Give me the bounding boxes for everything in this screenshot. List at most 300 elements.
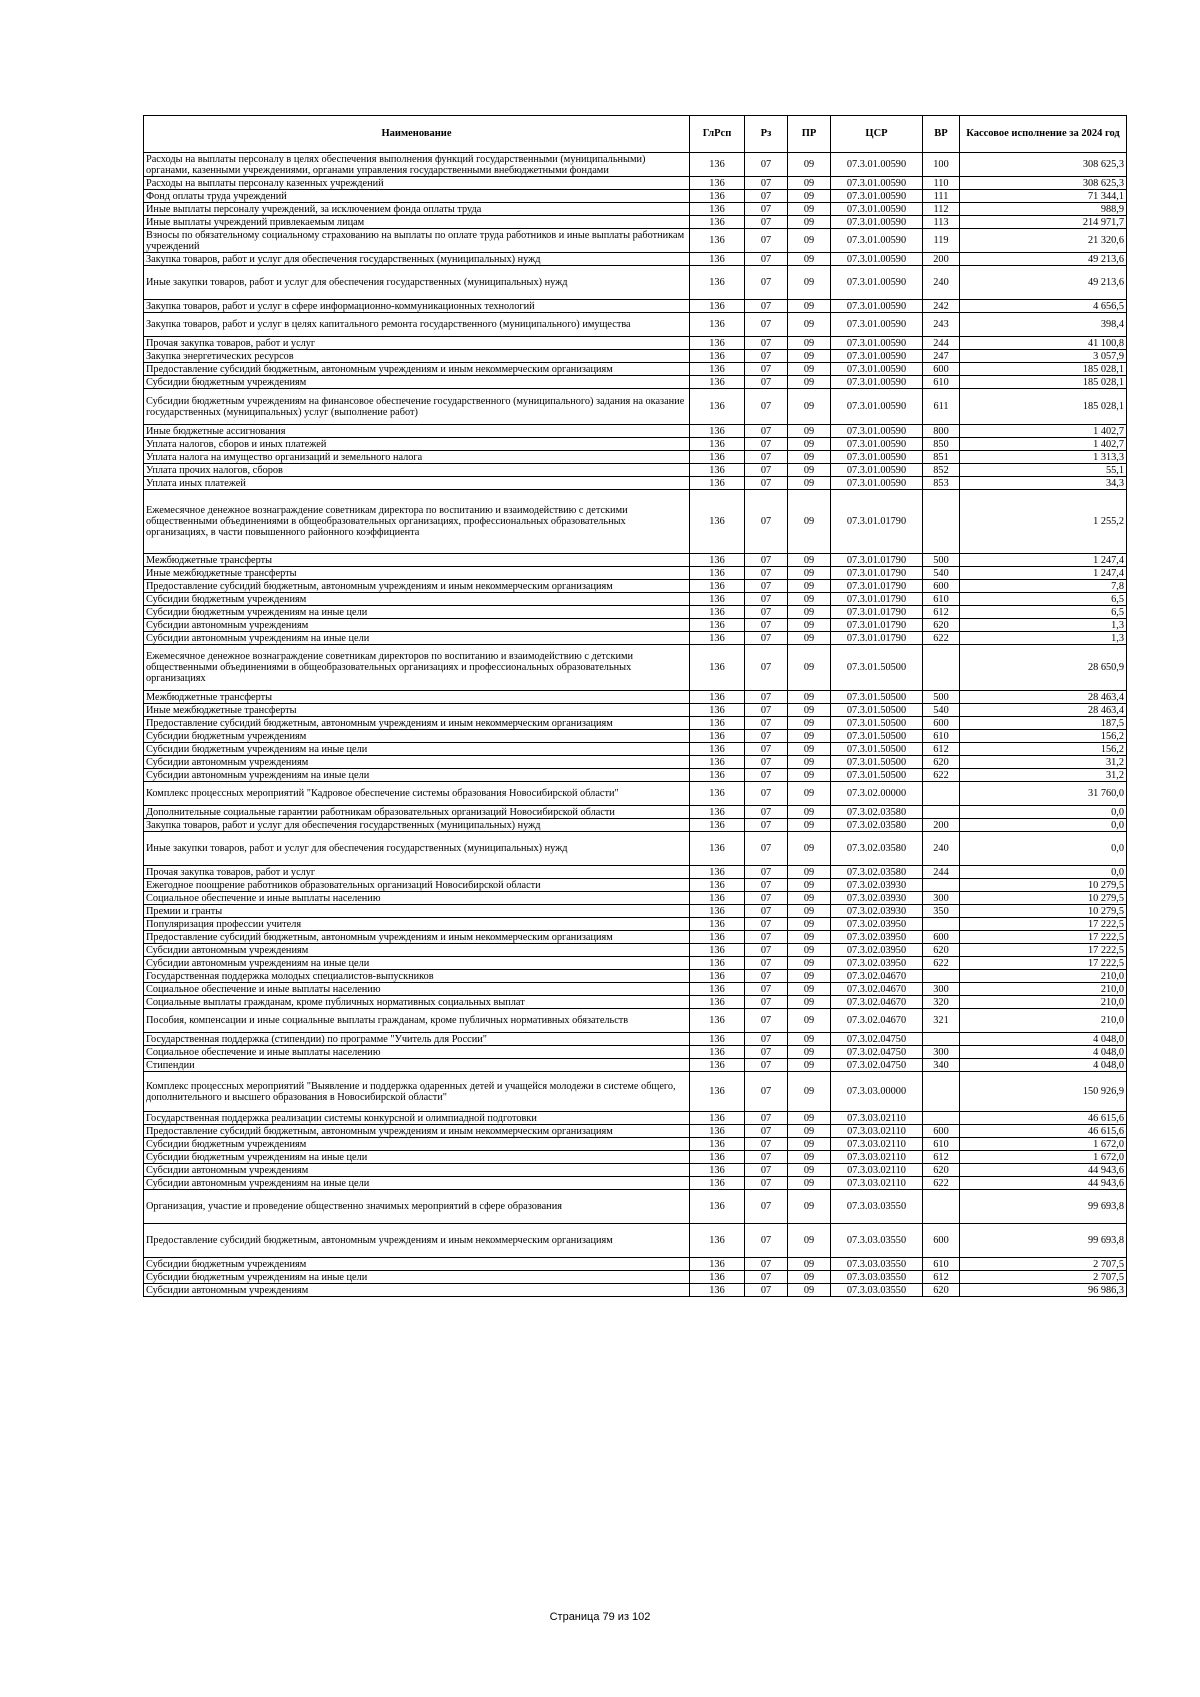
cell-rz: 07 — [745, 337, 788, 350]
table-row — [144, 1009, 1127, 1033]
table-row — [144, 769, 1127, 782]
cell-csr: 07.3.01.01790 — [831, 593, 923, 606]
cell-pr: 09 — [788, 190, 831, 203]
table-row — [144, 879, 1127, 892]
cell-name: Субсидии автономным учреждениям на иные цели — [144, 1177, 690, 1190]
table-row — [144, 1125, 1127, 1138]
cell-pr: 09 — [788, 996, 831, 1009]
cell-pr: 09 — [788, 619, 831, 632]
table-row — [144, 983, 1127, 996]
table-row — [144, 389, 1127, 425]
cell-pr: 09 — [788, 782, 831, 806]
cell-sum: 46 615,6 — [960, 1112, 1127, 1125]
cell-vr: 200 — [923, 253, 960, 266]
cell-vr: 240 — [923, 832, 960, 866]
cell-name: Дополнительные социальные гарантии работникам образовательных организаций Новосибирской области — [144, 806, 690, 819]
cell-vr: 300 — [923, 892, 960, 905]
cell-rz: 07 — [745, 743, 788, 756]
cell-pr: 09 — [788, 1059, 831, 1072]
cell-sum: 44 943,6 — [960, 1177, 1127, 1190]
cell-rz: 07 — [745, 866, 788, 879]
cell-sum: 308 625,3 — [960, 177, 1127, 190]
cell-name: Субсидии бюджетным учреждениям — [144, 593, 690, 606]
cell-csr: 07.3.01.00590 — [831, 389, 923, 425]
cell-sum: 4 048,0 — [960, 1033, 1127, 1046]
table-row — [144, 996, 1127, 1009]
table-row — [144, 970, 1127, 983]
cell-vr — [923, 970, 960, 983]
cell-csr: 07.3.01.00590 — [831, 464, 923, 477]
cell-grbs: 136 — [690, 1046, 745, 1059]
cell-vr: 600 — [923, 1125, 960, 1138]
cell-pr: 09 — [788, 490, 831, 554]
table-row — [144, 337, 1127, 350]
cell-sum: 21 320,6 — [960, 229, 1127, 253]
table-row — [144, 892, 1127, 905]
cell-pr: 09 — [788, 832, 831, 866]
cell-rz: 07 — [745, 229, 788, 253]
table-row — [144, 567, 1127, 580]
cell-csr: 07.3.03.02110 — [831, 1112, 923, 1125]
cell-csr: 07.3.02.03580 — [831, 806, 923, 819]
table-row — [144, 944, 1127, 957]
cell-rz: 07 — [745, 892, 788, 905]
cell-pr: 09 — [788, 1112, 831, 1125]
cell-name: Субсидии бюджетным учреждениям — [144, 730, 690, 743]
cell-pr: 09 — [788, 1138, 831, 1151]
cell-rz: 07 — [745, 1151, 788, 1164]
cell-grbs: 136 — [690, 389, 745, 425]
cell-grbs: 136 — [690, 438, 745, 451]
cell-pr: 09 — [788, 704, 831, 717]
cell-grbs: 136 — [690, 1271, 745, 1284]
cell-pr: 09 — [788, 153, 831, 177]
cell-name: Субсидии автономным учреждениям — [144, 756, 690, 769]
cell-sum: 4 048,0 — [960, 1059, 1127, 1072]
table-row — [144, 1072, 1127, 1112]
cell-sum: 17 222,5 — [960, 918, 1127, 931]
cell-rz: 07 — [745, 438, 788, 451]
cell-sum: 17 222,5 — [960, 957, 1127, 970]
cell-grbs: 136 — [690, 806, 745, 819]
table-row — [144, 1112, 1127, 1125]
table-row — [144, 756, 1127, 769]
table-row — [144, 645, 1127, 691]
cell-name: Субсидии бюджетным учреждениям на иные цели — [144, 1271, 690, 1284]
cell-csr: 07.3.01.50500 — [831, 743, 923, 756]
cell-pr: 09 — [788, 970, 831, 983]
cell-pr: 09 — [788, 253, 831, 266]
header-sum: Кассовое исполнение за 2024 год — [960, 116, 1127, 153]
cell-name: Социальное обеспечение и иные выплаты населению — [144, 892, 690, 905]
cell-pr: 09 — [788, 931, 831, 944]
cell-pr: 09 — [788, 632, 831, 645]
cell-sum: 4 048,0 — [960, 1046, 1127, 1059]
table-row — [144, 177, 1127, 190]
table-row — [144, 717, 1127, 730]
cell-rz: 07 — [745, 190, 788, 203]
cell-sum: 1,3 — [960, 619, 1127, 632]
cell-pr: 09 — [788, 769, 831, 782]
cell-rz: 07 — [745, 1112, 788, 1125]
table-row — [144, 1258, 1127, 1271]
cell-rz: 07 — [745, 879, 788, 892]
cell-name: Комплекс процессных мероприятий "Кадровое обеспечение системы образования Новосибирской области" — [144, 782, 690, 806]
cell-name: Социальное обеспечение и иные выплаты населению — [144, 983, 690, 996]
cell-pr: 09 — [788, 554, 831, 567]
cell-csr: 07.3.01.00590 — [831, 337, 923, 350]
cell-rz: 07 — [745, 996, 788, 1009]
cell-vr: 851 — [923, 451, 960, 464]
cell-pr: 09 — [788, 1164, 831, 1177]
table-row — [144, 704, 1127, 717]
table-body — [144, 153, 1127, 1297]
cell-csr: 07.3.02.04750 — [831, 1033, 923, 1046]
cell-rz: 07 — [745, 806, 788, 819]
cell-grbs: 136 — [690, 970, 745, 983]
cell-name: Предоставление субсидий бюджетным, автономным учреждениям и иным некоммерческим организациям — [144, 363, 690, 376]
cell-grbs: 136 — [690, 743, 745, 756]
cell-name: Иные выплаты учреждений привлекаемым лицам — [144, 216, 690, 229]
cell-rz: 07 — [745, 1271, 788, 1284]
cell-name: Иные межбюджетные трансферты — [144, 704, 690, 717]
table-row — [144, 1059, 1127, 1072]
cell-name: Иные бюджетные ассигнования — [144, 425, 690, 438]
cell-csr: 07.3.01.01790 — [831, 606, 923, 619]
cell-csr: 07.3.01.00590 — [831, 190, 923, 203]
cell-csr: 07.3.01.50500 — [831, 769, 923, 782]
cell-pr: 09 — [788, 892, 831, 905]
table-row — [144, 580, 1127, 593]
cell-vr: 800 — [923, 425, 960, 438]
cell-pr: 09 — [788, 1046, 831, 1059]
table-row — [144, 451, 1127, 464]
cell-pr: 09 — [788, 730, 831, 743]
cell-grbs: 136 — [690, 918, 745, 931]
cell-rz: 07 — [745, 1164, 788, 1177]
cell-grbs: 136 — [690, 1059, 745, 1072]
cell-pr: 09 — [788, 957, 831, 970]
cell-vr: 610 — [923, 593, 960, 606]
cell-grbs: 136 — [690, 300, 745, 313]
cell-grbs: 136 — [690, 1190, 745, 1224]
cell-grbs: 136 — [690, 425, 745, 438]
cell-vr: 622 — [923, 632, 960, 645]
cell-rz: 07 — [745, 153, 788, 177]
cell-name: Иные выплаты персоналу учреждений, за исключением фонда оплаты труда — [144, 203, 690, 216]
cell-rz: 07 — [745, 1125, 788, 1138]
cell-name: Закупка товаров, работ и услуг в сфере информационно-коммуникационных технологий — [144, 300, 690, 313]
cell-sum: 71 344,1 — [960, 190, 1127, 203]
cell-rz: 07 — [745, 177, 788, 190]
cell-grbs: 136 — [690, 490, 745, 554]
cell-rz: 07 — [745, 477, 788, 490]
table-row — [144, 153, 1127, 177]
cell-vr — [923, 1033, 960, 1046]
cell-vr: 620 — [923, 1284, 960, 1297]
cell-grbs: 136 — [690, 1033, 745, 1046]
cell-csr: 07.3.01.00590 — [831, 177, 923, 190]
cell-sum: 185 028,1 — [960, 363, 1127, 376]
cell-csr: 07.3.03.03550 — [831, 1258, 923, 1271]
header-csr: ЦСР — [831, 116, 923, 153]
cell-rz: 07 — [745, 717, 788, 730]
cell-csr: 07.3.02.04670 — [831, 970, 923, 983]
cell-sum: 17 222,5 — [960, 931, 1127, 944]
cell-sum: 99 693,8 — [960, 1190, 1127, 1224]
cell-csr: 07.3.01.00590 — [831, 203, 923, 216]
cell-sum: 31,2 — [960, 756, 1127, 769]
cell-vr: 611 — [923, 389, 960, 425]
cell-pr: 09 — [788, 229, 831, 253]
cell-name: Государственная поддержка (стипендии) по программе "Учитель для России" — [144, 1033, 690, 1046]
cell-pr: 09 — [788, 376, 831, 389]
cell-grbs: 136 — [690, 464, 745, 477]
cell-csr: 07.3.01.00590 — [831, 266, 923, 300]
cell-grbs: 136 — [690, 1138, 745, 1151]
cell-rz: 07 — [745, 1258, 788, 1271]
cell-csr: 07.3.01.50500 — [831, 717, 923, 730]
cell-rz: 07 — [745, 1138, 788, 1151]
table-row — [144, 1033, 1127, 1046]
header-rz: Рз — [745, 116, 788, 153]
cell-vr: 321 — [923, 1009, 960, 1033]
cell-pr: 09 — [788, 1072, 831, 1112]
cell-vr: 111 — [923, 190, 960, 203]
cell-pr: 09 — [788, 593, 831, 606]
cell-name: Прочая закупка товаров, работ и услуг — [144, 337, 690, 350]
cell-pr: 09 — [788, 717, 831, 730]
page-footer: Страница 79 из 102 — [549, 1611, 651, 1623]
cell-name: Иные межбюджетные трансферты — [144, 567, 690, 580]
cell-rz: 07 — [745, 905, 788, 918]
cell-rz: 07 — [745, 593, 788, 606]
cell-grbs: 136 — [690, 1125, 745, 1138]
cell-sum: 1 672,0 — [960, 1138, 1127, 1151]
cell-grbs: 136 — [690, 905, 745, 918]
cell-grbs: 136 — [690, 606, 745, 619]
cell-vr — [923, 645, 960, 691]
cell-sum: 28 463,4 — [960, 691, 1127, 704]
cell-name: Комплекс процессных мероприятий "Выявление и поддержка одаренных детей и учащейся молодежи в системе общего, дополнительного и высшего образования в Новосибирской области" — [144, 1072, 690, 1112]
cell-grbs: 136 — [690, 645, 745, 691]
cell-pr: 09 — [788, 905, 831, 918]
cell-grbs: 136 — [690, 717, 745, 730]
cell-vr: 110 — [923, 177, 960, 190]
cell-pr: 09 — [788, 879, 831, 892]
cell-rz: 07 — [745, 350, 788, 363]
cell-grbs: 136 — [690, 1009, 745, 1033]
cell-pr: 09 — [788, 1125, 831, 1138]
cell-name: Закупка товаров, работ и услуг для обеспечения государственных (муниципальных) нужд — [144, 253, 690, 266]
cell-vr: 300 — [923, 983, 960, 996]
table-row — [144, 490, 1127, 554]
table-row — [144, 350, 1127, 363]
cell-name: Ежемесячное денежное вознаграждение советникам директоров по воспитанию и взаимодействию с детскими общественными объединениями в общеобразовательных организациях и профессиональных образовательных организациях — [144, 645, 690, 691]
cell-grbs: 136 — [690, 580, 745, 593]
header-name: Наименование — [144, 116, 690, 153]
cell-rz: 07 — [745, 957, 788, 970]
cell-grbs: 136 — [690, 691, 745, 704]
cell-csr: 07.3.02.04670 — [831, 1009, 923, 1033]
cell-grbs: 136 — [690, 704, 745, 717]
cell-sum: 0,0 — [960, 866, 1127, 879]
cell-grbs: 136 — [690, 819, 745, 832]
cell-vr: 610 — [923, 1138, 960, 1151]
cell-rz: 07 — [745, 490, 788, 554]
cell-vr: 622 — [923, 957, 960, 970]
cell-sum: 99 693,8 — [960, 1224, 1127, 1258]
cell-rz: 07 — [745, 970, 788, 983]
cell-pr: 09 — [788, 337, 831, 350]
cell-grbs: 136 — [690, 350, 745, 363]
cell-rz: 07 — [745, 554, 788, 567]
cell-vr: 600 — [923, 1224, 960, 1258]
cell-csr: 07.3.01.50500 — [831, 704, 923, 717]
cell-vr: 620 — [923, 1164, 960, 1177]
cell-pr: 09 — [788, 177, 831, 190]
cell-grbs: 136 — [690, 1151, 745, 1164]
cell-csr: 07.3.01.00590 — [831, 253, 923, 266]
cell-pr: 09 — [788, 645, 831, 691]
cell-vr: 113 — [923, 216, 960, 229]
cell-csr: 07.3.01.01790 — [831, 619, 923, 632]
cell-sum: 10 279,5 — [960, 905, 1127, 918]
table-row — [144, 300, 1127, 313]
cell-vr: 119 — [923, 229, 960, 253]
cell-sum: 185 028,1 — [960, 376, 1127, 389]
cell-pr: 09 — [788, 425, 831, 438]
table-row — [144, 606, 1127, 619]
cell-vr: 610 — [923, 376, 960, 389]
cell-csr: 07.3.01.00590 — [831, 216, 923, 229]
cell-sum: 0,0 — [960, 832, 1127, 866]
cell-csr: 07.3.02.03950 — [831, 918, 923, 931]
cell-sum: 210,0 — [960, 983, 1127, 996]
cell-grbs: 136 — [690, 879, 745, 892]
cell-name: Государственная поддержка реализации системы конкурсной и олимпиадной подготовки — [144, 1112, 690, 1125]
cell-name: Социальное обеспечение и иные выплаты населению — [144, 1046, 690, 1059]
table-row — [144, 691, 1127, 704]
cell-rz: 07 — [745, 832, 788, 866]
cell-csr: 07.3.01.00590 — [831, 153, 923, 177]
cell-name: Закупка энергетических ресурсов — [144, 350, 690, 363]
cell-name: Предоставление субсидий бюджетным, автономным учреждениям и иным некоммерческим организациям — [144, 1224, 690, 1258]
cell-csr: 07.3.01.01790 — [831, 490, 923, 554]
cell-name: Субсидии автономным учреждениям — [144, 944, 690, 957]
cell-pr: 09 — [788, 300, 831, 313]
cell-rz: 07 — [745, 1224, 788, 1258]
cell-sum: 1 402,7 — [960, 438, 1127, 451]
cell-pr: 09 — [788, 216, 831, 229]
cell-csr: 07.3.03.03550 — [831, 1190, 923, 1224]
header-pr: ПР — [788, 116, 831, 153]
cell-pr: 09 — [788, 983, 831, 996]
budget-table — [143, 115, 1127, 1297]
cell-grbs: 136 — [690, 756, 745, 769]
cell-vr: 242 — [923, 300, 960, 313]
cell-pr: 09 — [788, 477, 831, 490]
cell-pr: 09 — [788, 944, 831, 957]
cell-csr: 07.3.03.02110 — [831, 1177, 923, 1190]
cell-grbs: 136 — [690, 593, 745, 606]
cell-grbs: 136 — [690, 266, 745, 300]
cell-sum: 3 057,9 — [960, 350, 1127, 363]
cell-pr: 09 — [788, 1177, 831, 1190]
cell-sum: 1 313,3 — [960, 451, 1127, 464]
cell-grbs: 136 — [690, 363, 745, 376]
cell-csr: 07.3.02.03580 — [831, 866, 923, 879]
cell-vr — [923, 1112, 960, 1125]
table-row — [144, 931, 1127, 944]
cell-csr: 07.3.03.02110 — [831, 1125, 923, 1138]
cell-sum: 2 707,5 — [960, 1271, 1127, 1284]
cell-pr: 09 — [788, 1009, 831, 1033]
cell-pr: 09 — [788, 203, 831, 216]
cell-grbs: 136 — [690, 944, 745, 957]
cell-rz: 07 — [745, 691, 788, 704]
cell-sum: 1 255,2 — [960, 490, 1127, 554]
cell-rz: 07 — [745, 203, 788, 216]
cell-rz: 07 — [745, 1072, 788, 1112]
cell-csr: 07.3.01.50500 — [831, 756, 923, 769]
cell-pr: 09 — [788, 313, 831, 337]
table-row — [144, 266, 1127, 300]
cell-csr: 07.3.01.50500 — [831, 691, 923, 704]
cell-rz: 07 — [745, 425, 788, 438]
cell-vr: 600 — [923, 717, 960, 730]
cell-vr: 244 — [923, 866, 960, 879]
cell-name: Ежемесячное денежное вознаграждение советникам директора по воспитанию и взаимодействию с детскими общественными объединениями в общеобразовательных организациях, профессиональных образовательных организациях, в части повышенного районного коэффициента — [144, 490, 690, 554]
cell-rz: 07 — [745, 944, 788, 957]
cell-pr: 09 — [788, 464, 831, 477]
cell-csr: 07.3.02.04750 — [831, 1059, 923, 1072]
cell-sum: 49 213,6 — [960, 266, 1127, 300]
cell-csr: 07.3.01.01790 — [831, 554, 923, 567]
cell-grbs: 136 — [690, 866, 745, 879]
table-row — [144, 619, 1127, 632]
cell-name: Субсидии автономным учреждениям — [144, 1164, 690, 1177]
cell-rz: 07 — [745, 819, 788, 832]
cell-vr: 300 — [923, 1046, 960, 1059]
cell-sum: 96 986,3 — [960, 1284, 1127, 1297]
cell-vr: 612 — [923, 1151, 960, 1164]
cell-pr: 09 — [788, 806, 831, 819]
table-row — [144, 1271, 1127, 1284]
cell-sum: 210,0 — [960, 996, 1127, 1009]
cell-grbs: 136 — [690, 153, 745, 177]
cell-sum: 185 028,1 — [960, 389, 1127, 425]
cell-grbs: 136 — [690, 832, 745, 866]
cell-vr: 622 — [923, 769, 960, 782]
cell-csr: 07.3.01.50500 — [831, 730, 923, 743]
cell-grbs: 136 — [690, 477, 745, 490]
cell-csr: 07.3.01.01790 — [831, 580, 923, 593]
cell-csr: 07.3.01.00590 — [831, 477, 923, 490]
cell-sum: 17 222,5 — [960, 944, 1127, 957]
cell-vr: 540 — [923, 567, 960, 580]
cell-pr: 09 — [788, 580, 831, 593]
cell-rz: 07 — [745, 1009, 788, 1033]
cell-sum: 156,2 — [960, 730, 1127, 743]
cell-name: Прочая закупка товаров, работ и услуг — [144, 866, 690, 879]
table-row — [144, 782, 1127, 806]
cell-rz: 07 — [745, 645, 788, 691]
cell-name: Стипендии — [144, 1059, 690, 1072]
cell-sum: 44 943,6 — [960, 1164, 1127, 1177]
cell-sum: 398,4 — [960, 313, 1127, 337]
cell-name: Субсидии автономным учреждениям на иные цели — [144, 769, 690, 782]
